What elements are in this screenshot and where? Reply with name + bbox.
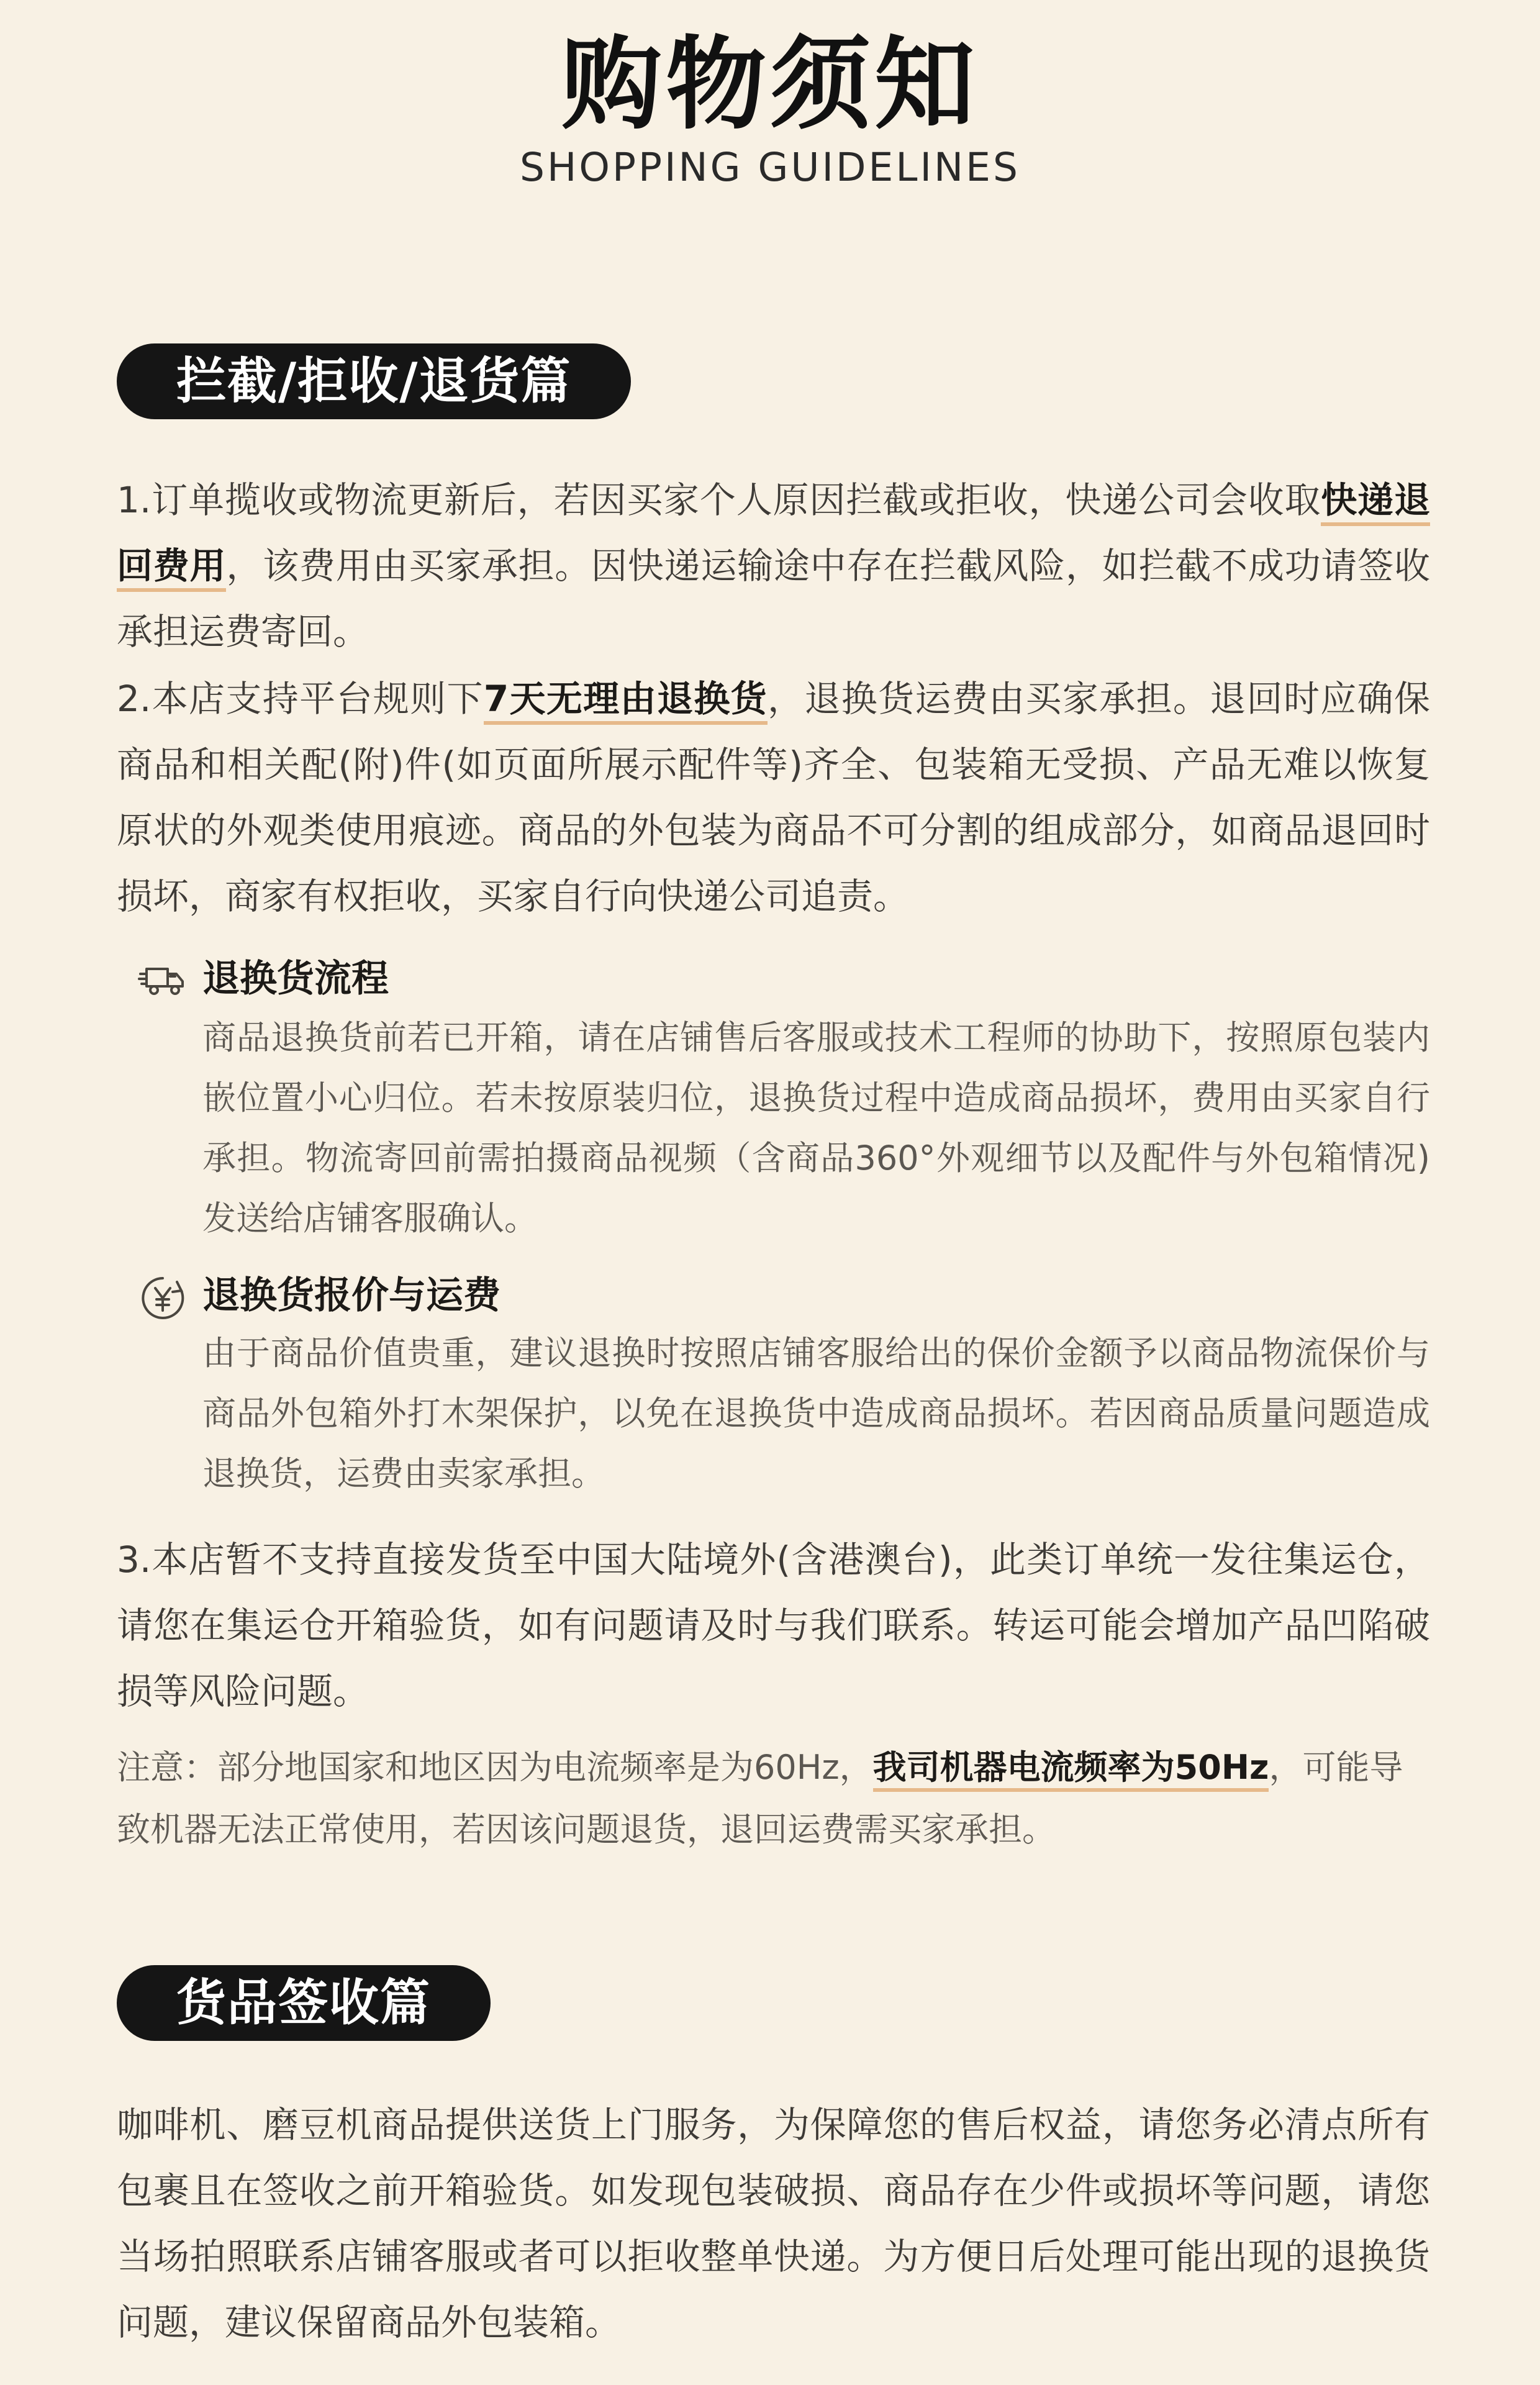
highlight-7-day-return: 7天无理由退换货: [484, 678, 768, 725]
note-text: ，可能导致机器无法正常使用，若因该问题退货，退回运费需买家承担。: [117, 1748, 1403, 1849]
return-clause-3: 3.本店暂不支持直接发货至中国大陆境外(含港澳台)，此类订单统一发往集运仓，请您在集运仓开箱验货，如有问题请及时与我们联系。转运可能会增加产品凹陷破损等风险问题。: [117, 1538, 1430, 1712]
frequency-note: [117, 1737, 1430, 1861]
page-title: 购物须知: [561, 27, 979, 143]
receipt-clause: 咖啡机、磨豆机商品提供送货上门服务，为保障您的售后权益，请您务必清点所有包裹且在签收之前开箱验货。如发现包装破损、商品存在少件或损坏等问题，请您当场拍照联系店铺客服或者可以拒收整单快递。为方便日后处理可能出现的退换货问题，建议保留商品外包装箱。: [117, 2104, 1430, 2343]
return-clause-2: [117, 666, 1430, 929]
truck-icon: [138, 955, 188, 1005]
return-flow-title: 退换货流程: [202, 957, 389, 1001]
note-text: 注意：部分地国家和地区因为电流频率是为60Hz，: [117, 1748, 873, 1787]
return-clause-1: [117, 467, 1430, 665]
section-header-return: 拦截/拒收/退货篇: [117, 343, 631, 419]
yen-icon: [138, 1273, 188, 1323]
highlight-50hz: 我司机器电流频率为50Hz: [873, 1748, 1269, 1792]
return-flow-text: 商品退换货前若已开箱，请在店铺售后客服或技术工程师的协助下，按照原包装内嵌位置小心归位。若未按原装归位，退换货过程中造成商品损坏，费用由买家自行承担。物流寄回前需拍摄商品视频（含商品360°外观细节以及配件与外包箱情况)发送给店铺客服确认。: [202, 1018, 1430, 1238]
clause-text: ，退换货运费由买家承担。退回时应确保商品和相关配(附)件(如页面所展示配件等)齐全、包装箱无受损、产品无难以恢复原状的外观类使用痕迹。商品的外包装为商品不可分割的组成部分，如商品退回时损坏，商家有权拒收，买家自行向快递公司追责。: [117, 678, 1430, 917]
clause-text: 1.订单揽收或物流更新后，若因买家个人原因拦截或拒收，快递公司会收取: [117, 479, 1321, 521]
return-fee-text: 由于商品价值贵重，建议退换时按照店铺客服给出的保价金额予以商品物流保价与商品外包箱外打木架保护，以免在退换货中造成商品损坏。若因商品质量问题造成退换货，运费由卖家承担。: [202, 1333, 1430, 1493]
return-fee-title: 退换货报价与运费: [202, 1274, 500, 1317]
clause-text: ，该费用由买家承担。因快递运输途中存在拦截风险，如拦截不成功请签收承担运费寄回。: [117, 545, 1430, 653]
clause-text: 2.本店支持平台规则下: [117, 678, 484, 720]
highlight-return-fee: 快递退回费用: [117, 479, 1430, 592]
section-header-receipt: 货品签收篇: [117, 1965, 491, 2041]
page-subtitle: SHOPPING GUIDELINES: [520, 145, 1020, 190]
